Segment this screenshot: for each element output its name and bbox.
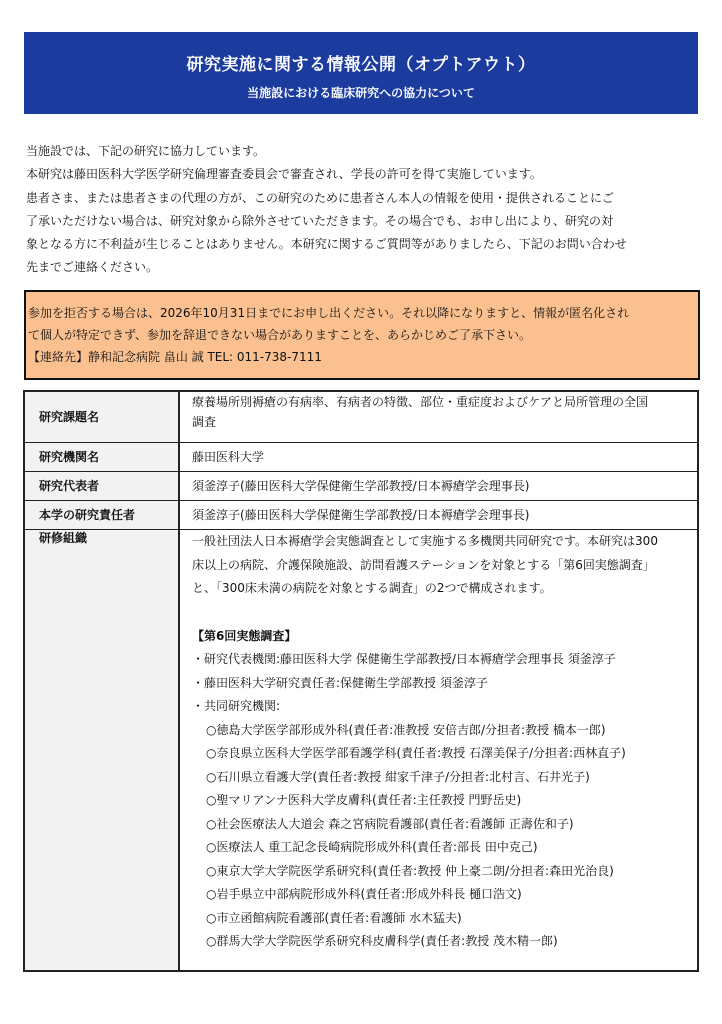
intro-line: 本研究は藤田医科大学医学研究倫理審査委員会で審査され、学長の許可を得て実施しています。 — [26, 167, 542, 182]
research-title-line: 調査 — [192, 415, 217, 429]
collaborator-item: ○医療法人 重工記念長崎病院形成外科(責任者:部長 田中克己) — [206, 840, 538, 854]
representative-label: 研究代表者 — [24, 472, 179, 501]
description-line: と、「300床未満の病院を対象とする調査」の2つで構成されます。 — [192, 581, 552, 595]
section-heading: 【第6回実態調査】 — [192, 628, 297, 643]
representative-value: 須釜淳子(藤田医科大学保健衛生学部教授/日本褥瘡学会理事長) — [179, 472, 698, 501]
table-row — [24, 501, 698, 530]
bullet-list — [192, 648, 687, 719]
collaborator-item: ○岩手県立中部病院形成外科(責任者:形成外科長 樋口浩文) — [206, 887, 522, 901]
collaborator-list — [192, 719, 687, 954]
intro-line: 先までご連絡ください。 — [26, 260, 159, 275]
responsible-label: 本学の研究責任者 — [24, 501, 179, 530]
research-title-label: 研究課題名 — [24, 391, 179, 443]
intro-line: 患者さま、または患者さまの代理の方が、この研究のために患者さん本人の情報を使用・提供されることにご — [26, 190, 615, 205]
collaborator-item: ○奈良県立医科大学医学部看護学科(責任者:教授 石澤美保子/分担者:西林直子) — [206, 746, 626, 760]
institution-label: 研究機関名 — [24, 443, 179, 472]
collaborator-item: ○徳島大学医学部形成外科(責任者:准教授 安倍吉郎/分担者:教授 橋本一郎) — [206, 722, 606, 737]
institution-value: 藤田医科大学 — [179, 443, 698, 472]
contact-line: 【連絡先】静和記念病院 畠山 誠 TEL: 011-738-7111 — [28, 350, 322, 364]
opt-out-notice — [24, 290, 700, 380]
intro-text — [26, 140, 698, 280]
collaborator-item: ○東京大学大学院医学系研究科(責任者:教授 仲上豪二朗/分担者:森田光治良) — [206, 863, 614, 878]
bullet-item: ・共同研究機関: — [192, 699, 281, 713]
bullet-item: ・研究代表機関:藤田医科大学 保健衛生学部教授/日本褥瘡学会理事長 須釜淳子 — [192, 652, 616, 666]
description-line: 床以上の病院、介護保険施設、訪問看護ステーションを対象とする「第6回実態調査」 — [192, 557, 655, 572]
page-subtitle: 当施設における臨床研究への協力について — [247, 86, 475, 100]
collaborator-item: ○社会医療法人大道会 森之宮病院看護部(責任者:看護師 正壽佐和子) — [206, 816, 574, 831]
research-title-line: 療養場所別褥瘡の有病率、有病者の特徴、部位・重症度およびケアと局所管理の全国 — [192, 395, 649, 409]
page-header — [24, 32, 698, 114]
organization-label: 研修組織 — [24, 530, 179, 972]
organization-description — [192, 530, 687, 601]
collaborator-item: ○石川県立看護大学(責任者:教授 紺家千津子/分担者:北村言、石井光子) — [206, 769, 590, 784]
collaborator-item: ○聖マリアンナ医科大学皮膚科(責任者:主任教授 門野岳史) — [206, 793, 522, 807]
responsible-value: 須釜淳子(藤田医科大学保健衛生学部教授/日本褥瘡学会理事長) — [179, 501, 698, 530]
description-line: 一般社団法人日本褥瘡学会実態調査として実施する多機関共同研究です。本研究は300 — [192, 534, 658, 548]
notice-line: 参加を拒否する場合は、2026年10月31日までにお申し出ください。それ以降になりますと、情報が匿名化され — [28, 306, 630, 320]
research-info-table — [23, 390, 699, 972]
intro-line: 象となる方に不利益が生じることはありません。本研究に関するご質問等がありましたら、下記のお問い合わせ — [26, 237, 627, 252]
intro-line: 了承いただけない場合は、研究対象から除外させていただきます。その場合でも、お申し出により、研究の対 — [26, 213, 614, 228]
research-title-value — [179, 391, 698, 443]
table-row — [24, 472, 698, 501]
table-row — [24, 391, 698, 443]
collaborator-item: ○市立函館病院看護部(責任者:看護師 水木猛夫) — [206, 910, 462, 925]
bullet-item: ・藤田医科大学研究責任者:保健衛生学部教授 須釜淳子 — [192, 675, 488, 690]
organization-value — [179, 530, 698, 972]
table-row — [24, 443, 698, 472]
collaborator-item: ○群馬大学大学院医学系研究科皮膚科学(責任者:教授 茂木精一郎) — [206, 934, 558, 948]
notice-line: て個人が特定できず、参加を辞退できない場合がありますことを、あらかじめご了承下さい。 — [28, 328, 532, 342]
intro-line: 当施設では、下記の研究に協力しています。 — [26, 144, 266, 158]
page-title: 研究実施に関する情報公開（オプトアウト） — [186, 55, 536, 75]
table-row — [24, 530, 698, 972]
